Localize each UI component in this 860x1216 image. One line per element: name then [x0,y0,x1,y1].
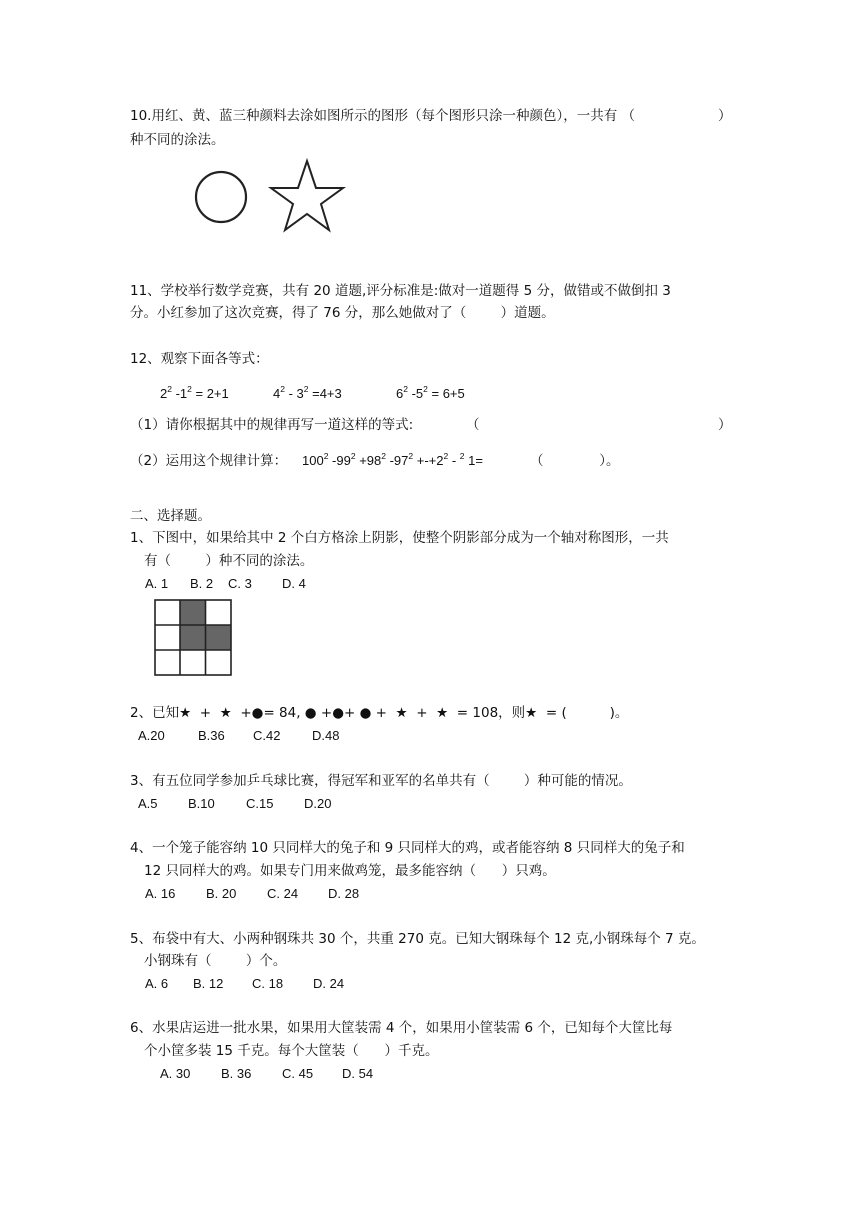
s2-q2-option-a: A.20 [138,728,165,743]
q12-part2-expression: $100^2$ $-99^2 +98^2$ $-97^2 +-+2^2 - ^2$ 1= [302,451,483,468]
s2-q3-line: 3、有五位同学参加乒乓球比赛，得冠军和亚军的名单共有（ ）种可能的情况。 [130,773,632,789]
s2-q4-option-a: A. 16 [145,886,176,901]
s2-q1-option-c: C. 3 [228,576,252,591]
q12-part1-close: ） [718,417,732,433]
s2-q4-line1: 4、一个笼子能容纳 10 只同样大的兔子和 9 只同样大的鸡，或者能容纳 8 只同样大的兔子和 [130,840,685,856]
grid-cell-shaded [180,625,206,650]
s2-q5-option-d: D. 24 [313,976,345,991]
s2-q2-option-d: D.48 [312,728,340,743]
s2-q6-option-a: A. 30 [160,1066,191,1081]
s2-q5-line1: 5、布袋中有大、小两种钢珠共 30 个，共重 270 克。已知大钢珠每个 12 克,小钢珠每个 7 克。 [130,931,705,947]
s2-q4-option-b: B. 20 [206,886,237,901]
s2-q2-option-b: B.36 [198,728,225,743]
q12-equation-3: $6^2$ $-5^2 = 6+5$ [396,384,465,401]
s2-q1-option-a: A. 1 [145,576,169,591]
s2-q3-option-d: D.20 [304,796,332,811]
s2-q5-option-a: A. 6 [145,976,169,991]
s2-q6-line1: 6、水果店运进一批水果，如果用大筐装需 4 个，如果用小筐装需 6 个，已知每个大筐比每 [130,1020,673,1036]
q12-equation-1: $2^2$ $-1^2 = 2+1$ [160,384,229,401]
s2-q4-option-c: C. 24 [267,886,299,901]
s2-q2-option-c: C.42 [253,728,281,743]
q12-title: 12、观察下面各等式： [130,351,269,367]
star-icon [271,161,343,230]
s2-q4-option-d: D. 28 [328,886,360,901]
s2-q6-option-d: D. 54 [342,1066,374,1081]
q10-line1: 10.用红、黄、蓝三种颜料去涂如图所示的图形（每个图形只涂一种颜色），一共有 （ [130,108,636,124]
s2-q3-option-c: C.15 [246,796,274,811]
s2-q5-option-b: B. 12 [193,976,224,991]
grid-cell-shaded [180,600,206,625]
s2-q3-option-a: A.5 [138,796,158,811]
s2-q5-option-c: C. 18 [252,976,284,991]
q11-line1: 11、学校举行数学竞赛，共有 20 道题,评分标准是:做对一道题得 5 分，做错或不做倒扣 3 [130,283,671,299]
s2-q1-grid [154,599,234,677]
s2-q1-line1: 1、下图中，如果给其中 2 个白方格涂上阴影，使整个阴影部分成为一个轴对称图形，一共 [130,530,669,546]
q12-equation-2: $4^2 - 3^2 =4+3$ [273,384,342,401]
q10-figure [185,155,355,235]
section2-title: 二、选择题。 [130,508,211,524]
q11-line2: 分。小红参加了这次竞赛，得了 76 分，那么她做对了（ ）道题。 [130,305,555,321]
s2-q2-line: 2、已知★ + ★ +●= 84, ● +●+ ● + ★ + ★ = 108，则★ = ( )。 [130,705,629,721]
circle-icon [196,172,246,222]
s2-q6-option-c: C. 45 [282,1066,314,1081]
s2-q3-option-b: B.10 [188,796,215,811]
s2-q4-line2: 12 只同样大的鸡。如果专门用来做鸡笼，最多能容纳（ ）只鸡。 [144,863,556,879]
s2-q1-line2: 有（ ）种不同的涂法。 [144,553,314,569]
grid-cell-shaded [206,625,232,650]
s2-q1-option-b: B. 2 [190,576,214,591]
s2-q6-option-b: B. 36 [221,1066,252,1081]
q12-part2-blank: （ ）。 [530,453,620,469]
q12-part1: （1）请你根据其中的规律再写一道这样的等式: [130,417,414,433]
q12-part2-prefix: （2）运用这个规律计算： [130,453,288,469]
s2-q6-line2: 个小筐多装 15 千克。每个大筐装（ ）千克。 [144,1043,439,1059]
s2-q5-line2: 小钢珠有（ ）个。 [144,953,287,969]
s2-q1-option-d: D. 4 [282,576,306,591]
q12-part1-open: （ [466,417,480,433]
q10-line1-end: ） [718,108,732,124]
q10-line2: 种不同的涂法。 [130,132,225,148]
